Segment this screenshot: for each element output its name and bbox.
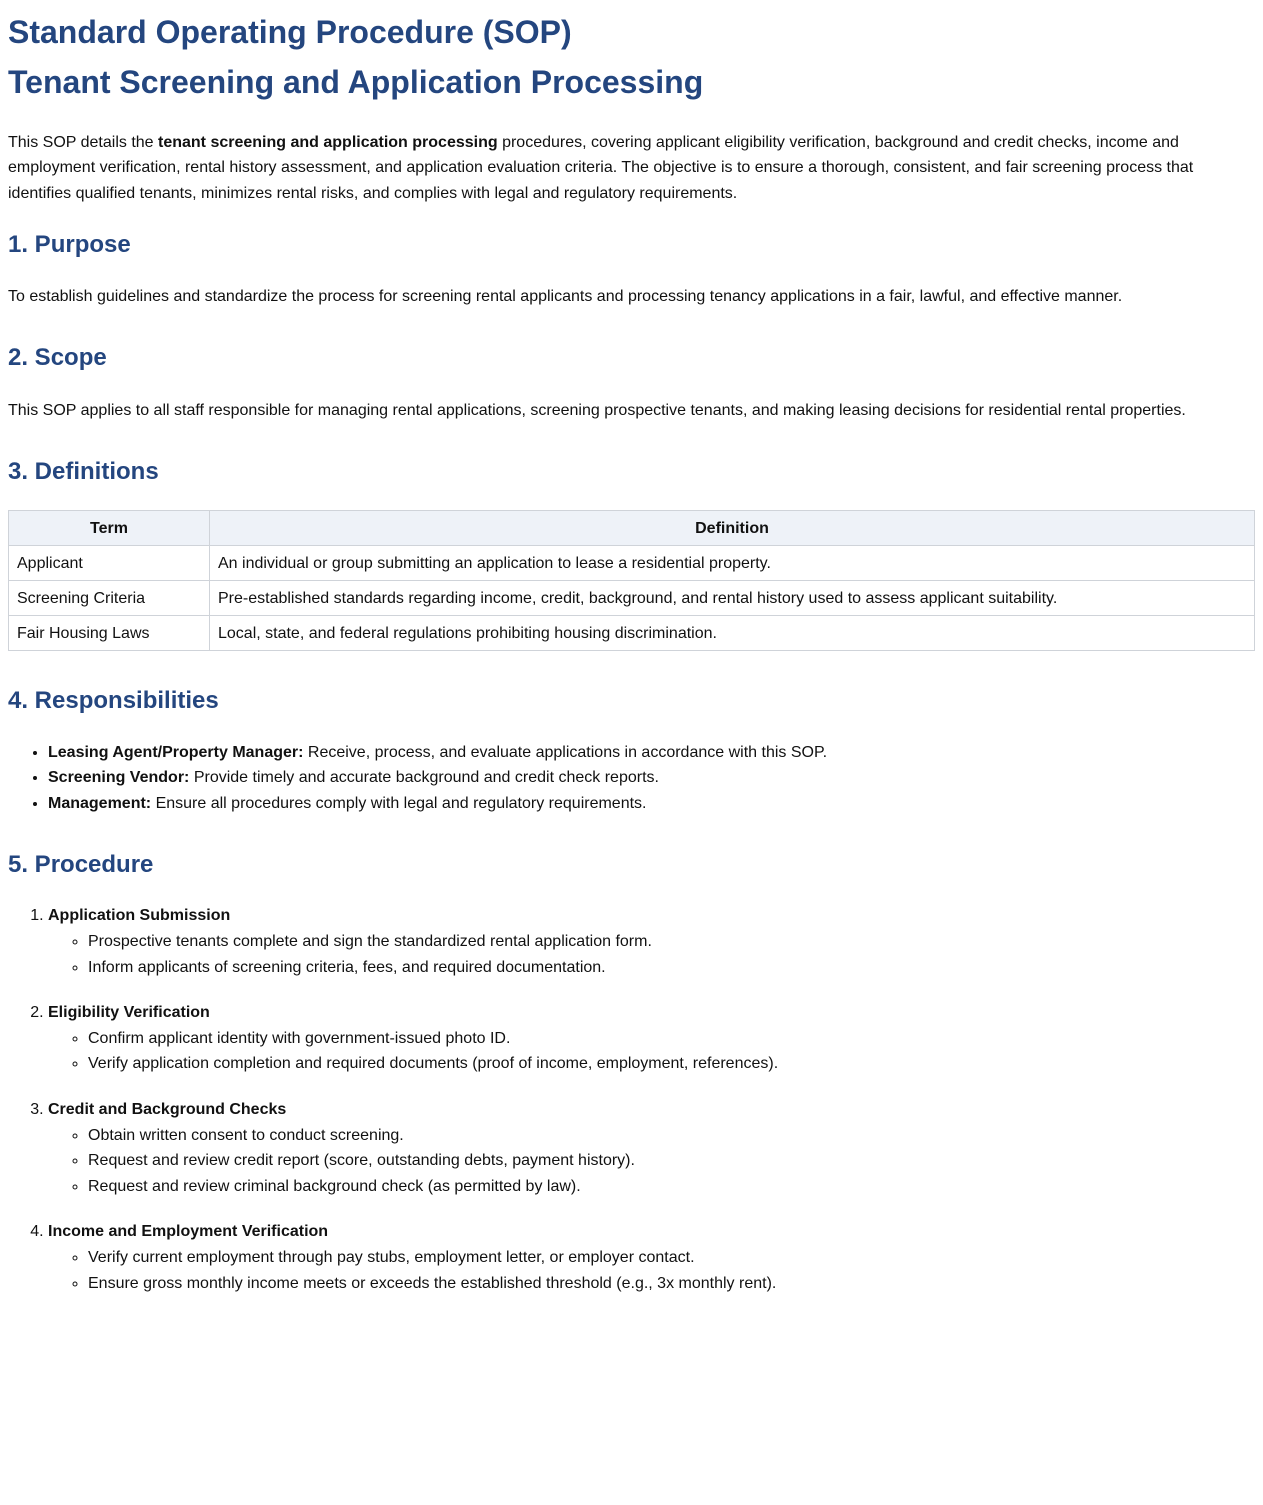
step-items — [48, 929, 1255, 980]
intro-suffix: procedures, covering applicant eligibility verification, background and credit checks, income and employment verification, rental history assessment, and application evaluation criteria. The objective is to ensure a thorough, consistent, and fair screening process that identifies qualified tenants, minimizes rental risks, and complies with legal and regulatory requirements. — [8, 133, 1194, 202]
responsibilities-heading: 4. Responsibilities — [8, 687, 219, 715]
list-item — [48, 740, 1255, 766]
list-item — [48, 765, 1255, 791]
procedure-step — [48, 1097, 1255, 1199]
term-cell: Applicant — [9, 546, 210, 581]
definitions-heading: 3. Definitions — [8, 458, 159, 486]
list-item: ◦ Prospective tenants complete and sign the standardized rental application form. — [88, 929, 1255, 955]
list-item: ◦ Request and review credit report (score, outstanding debts, payment history). — [88, 1148, 1255, 1174]
procedure-steps — [8, 903, 1255, 1296]
role-label: Screening Vendor: — [48, 769, 190, 787]
role-description: Provide timely and accurate background and credit check reports. — [189, 769, 659, 787]
list-item: ◦ Inform applicants of screening criteria, fees, and required documentation. — [88, 955, 1255, 981]
role-description: Ensure all procedures comply with legal and regulatory requirements. — [151, 794, 647, 812]
scope-heading: 2. Scope — [8, 344, 107, 372]
procedure-step — [48, 903, 1255, 980]
list-item: ◦ Obtain written consent to conduct screening. — [88, 1123, 1255, 1149]
intro-emphasis: tenant screening and application processing — [158, 133, 498, 151]
definitions-table — [8, 510, 1255, 651]
table-row — [9, 616, 1255, 651]
list-item — [48, 791, 1255, 817]
procedure-step — [48, 1000, 1255, 1077]
responsibilities-list — [8, 740, 1255, 817]
term-cell: Fair Housing Laws — [9, 616, 210, 651]
table-row — [9, 546, 1255, 581]
procedure-step — [48, 1219, 1255, 1296]
document-subtitle: Tenant Screening and Application Processing — [8, 64, 704, 101]
step-items — [48, 1245, 1255, 1296]
list-item: ◦ Request and review criminal background check (as permitted by law). — [88, 1174, 1255, 1200]
procedure-heading: 5. Procedure — [8, 851, 154, 879]
column-header-definition: Definition — [210, 511, 1255, 546]
purpose-text: To establish guidelines and standardize the process for screening rental applicants and processing tenancy applications in a fair, lawful, and effective manner. — [8, 287, 1123, 305]
scope-text: This SOP applies to all staff responsible for managing rental applications, screening prospective tenants, and making leasing decisions for residential rental properties. — [8, 401, 1186, 419]
document-content — [8, 0, 1255, 1300]
step-title: Application Submission — [48, 907, 231, 925]
step-title: Income and Employment Verification — [48, 1223, 329, 1241]
list-item: ◦ Verify application completion and required documents (proof of income, employment, references). — [88, 1051, 1255, 1077]
role-label: Management: — [48, 794, 152, 812]
step-items — [48, 1026, 1255, 1077]
list-item: ◦ Verify current employment through pay stubs, employment letter, or employer contact. — [88, 1245, 1255, 1271]
definition-cell: Pre-established standards regarding income, credit, background, and rental history used to assess applicant suitability. — [210, 581, 1255, 616]
definition-cell: An individual or group submitting an application to lease a residential property. — [210, 546, 1255, 581]
step-items — [48, 1123, 1255, 1200]
intro-prefix: This SOP details the — [8, 133, 158, 151]
step-title: Credit and Background Checks — [48, 1101, 287, 1119]
list-item: ◦ Confirm applicant identity with government-issued photo ID. — [88, 1026, 1255, 1052]
document-title: Standard Operating Procedure (SOP) — [8, 14, 572, 50]
table-row — [9, 581, 1255, 616]
definition-cell: Local, state, and federal regulations prohibiting housing discrimination. — [210, 616, 1255, 651]
step-title: Eligibility Verification — [48, 1004, 210, 1022]
role-description: Receive, process, and evaluate applications in accordance with this SOP. — [303, 743, 828, 761]
role-label: Leasing Agent/Property Manager: — [48, 743, 304, 761]
column-header-term: Term — [9, 511, 210, 546]
table-header-row — [9, 511, 1255, 546]
purpose-heading: 1. Purpose — [8, 230, 131, 258]
intro-paragraph — [8, 130, 1255, 207]
term-cell: Screening Criteria — [9, 581, 210, 616]
list-item: ◦ Ensure gross monthly income meets or exceeds the established threshold (e.g., 3x monthly rent). — [88, 1271, 1255, 1297]
